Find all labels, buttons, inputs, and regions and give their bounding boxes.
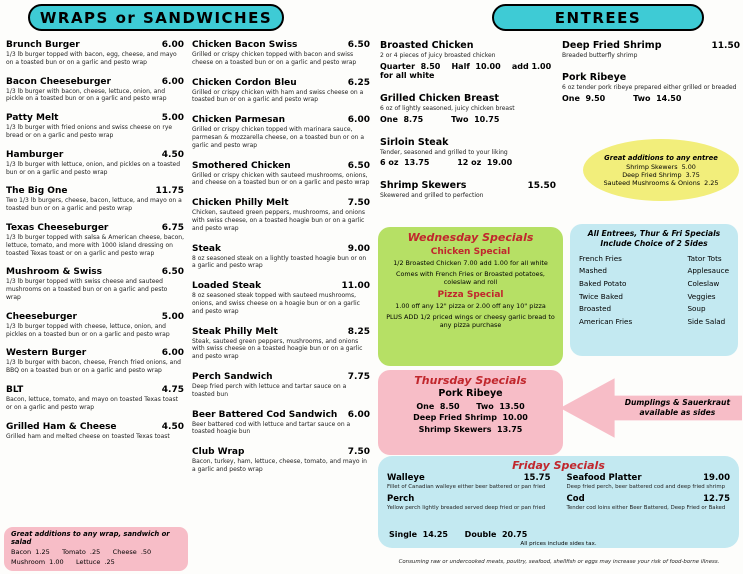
sides-box-title: All Entrees, Thur & Fri Specials Include Choice of 2 Sides [587,229,721,248]
item-price: 5.00 [161,311,184,322]
item-name: Brunch Burger [6,40,80,50]
item-price: 11.00 [341,281,370,292]
item-price: 11.50 [711,41,740,51]
item-header-row [6,40,184,50]
wrap-addition-line: Mushroom 1.00 Lettuce .25 [11,557,115,566]
item-description: Bacon, turkey, ham, lettuce, cheese, tomato, and mayo in a garlic and pesto wrap [192,458,367,473]
special-line: One 8.50 Two 13.50 [416,401,525,411]
item-name: Cod [566,493,585,504]
item-name: Chicken Cordon Bleu [192,77,297,88]
menu-item [562,72,740,103]
item-header-row [192,40,370,50]
menu-item [567,494,731,512]
item-name: Sirloin Steak [380,136,449,148]
entrees-header-title: ENTREES [554,8,642,27]
item-price: 5.00 [161,113,184,124]
item-price: 15.50 [527,181,556,192]
special-line: PLUS ADD 1/2 priced wings or cheesy garlic bread to any pizza purchase [386,312,555,330]
wraps-header-title: WRAPS or SANDWICHES [39,8,273,27]
item-price: 12.75 [703,493,730,504]
menu-item [387,473,551,491]
item-name: Cheeseburger [6,311,77,322]
item-name: Steak Philly Melt [192,326,278,337]
wrap-additions-lines [11,548,181,566]
menu-item [567,473,731,491]
item-header-row [380,40,556,51]
item-price: 7.75 [347,371,370,382]
item-name: Walleye [387,473,425,483]
item-description: 1/3 lb burger topped with bacon, egg, cheese, and mayo on a toasted bun or on a garlic and pesto wrap [6,51,177,66]
menu-item [6,40,184,67]
item-name: Texas Cheeseburger [6,222,109,233]
chicken-special-title: Chicken Special [430,247,511,257]
item-header-row [387,473,551,483]
item-name: Chicken Bacon Swiss [192,40,298,50]
item-header-row [380,93,556,104]
entrees-column-2 [562,40,740,103]
menu-item [192,244,370,271]
sides-column-1 [579,254,632,326]
side-option: Applesauce [687,266,729,276]
item-name: Smothered Chicken [192,160,291,171]
side-option: Broasted [579,304,612,314]
item-name: Steak [192,243,221,254]
menu-item [6,150,184,177]
side-option: Coleslaw [687,278,720,288]
wraps-column-2 [192,40,370,474]
side-option: Veggies [687,291,716,301]
menu-item [6,77,184,104]
thursday-lines [384,402,557,434]
item-description: Grilled or crispy chicken topped with marinara sauce, parmesan & mozzarella cheese, on a toasted bun or on a garlic and pesto wrap [192,126,365,149]
menu-item [6,348,184,375]
thursday-specials-box [378,370,563,455]
entree-additions-lines [604,163,719,187]
item-header-row [6,223,184,233]
side-option: Twice Baked [579,291,623,301]
menu-item [380,137,556,168]
menu-item [192,281,370,315]
item-description: Two 1/3 lb burgers, cheese, bacon, lettuce, and mayo on a toasted bun or on a garlic and pesto wrap [6,197,182,213]
pizza-special-title: Pizza Special [437,289,504,300]
thursday-title: Thursday Specials [414,374,527,387]
menu-item [6,223,184,257]
item-price: 7.50 [347,447,370,458]
item-name: Bacon Cheeseburger [6,76,111,87]
item-description: Grilled or crispy chicken with ham and swiss cheese on a toasted bun or on a garlic and pesto wrap [192,88,364,104]
item-header-row [562,72,740,83]
item-name: Perch [387,493,415,504]
side-option: Tator Tots [687,253,722,263]
item-description: Grilled or crispy chicken with sauteed mushrooms, onions, and cheese on a toasted bun or on a garlic and pesto wrap [192,171,370,187]
item-price: 6.00 [161,348,184,359]
special-line: Deep Fried Shrimp 10.00 [413,413,528,422]
item-header-row [567,473,731,483]
menu-item [6,385,184,412]
item-description: Breaded butterfly shrimp [562,52,638,59]
item-description: 1/3 lb burger topped with salsa & American cheese, bacon, lettuce, tomato, and more with 1000 island dressing on toasted Texas toast or on a garlic and pesto wrap [6,233,184,257]
item-name: Hamburger [6,149,64,160]
item-price: 6.00 [161,76,184,87]
item-description: Yellow perch lightly breaded served deep fried or pan fried [387,504,546,511]
item-price: 6.00 [347,115,370,126]
menu-item [192,115,370,149]
menu-item [6,312,184,339]
item-header-row [192,281,370,291]
side-option: Side Salad [687,316,726,326]
item-price-line: One 9.50 Two 14.50 [562,93,682,103]
menu-item [380,180,556,200]
item-header-row [6,77,184,87]
side-option: American Fries [579,316,633,326]
special-line: 1.00 off any 12" pizza or 2.00 off any 10" pizza [395,301,546,310]
item-description: 1/3 lb burger with bacon, cheese, French fried onions, and BBQ on a toasted bun or on a garlic and pesto wrap [6,359,181,375]
item-price-line: 6 oz 13.75 12 oz 19.00 [380,158,513,168]
item-header-row [192,372,370,382]
chicken-special-lines [385,259,556,287]
item-description: Deep fried perch, beer battered cod and deep fried shrimp [566,484,726,490]
sides-choices-box [570,224,738,356]
sides-column-2 [687,254,729,326]
item-header-row [6,186,184,196]
item-description: 1/3 lb burger topped with swiss cheese and sauteed mushrooms on a toasted bun or on a garlic and pesto wrap [6,278,168,301]
item-header-row [6,422,184,432]
menu-item [6,186,184,213]
item-price: 7.50 [347,198,370,209]
item-header-row [192,244,370,254]
friday-items [387,473,730,512]
entree-addition-line: Sauteed Mushrooms & Onions 2.25 [603,178,719,187]
side-option: Soup [687,304,706,314]
side-option: Baked Potato [579,278,627,288]
item-price: 4.75 [161,384,184,395]
item-description: Steak, sauteed green peppers, mushrooms, and onions with swiss cheese on a toasted hoagie bun or on a garlic and pesto wrap [192,337,363,361]
item-description: Bacon, lettuce, tomato, and mayo on toasted Texas toast or on a garlic and pesto wrap [6,395,178,411]
item-header-row [562,40,740,51]
special-line: Comes with French Fries or Broasted potatoes, coleslaw and roll [396,269,545,287]
item-name: Chicken Parmesan [192,115,286,126]
item-header-row [6,385,184,395]
item-description: Fillet of Canadian walleye either beer battered or pan fried [387,484,546,490]
menu-item [192,161,370,188]
item-header-row [6,150,184,160]
menu-item [6,113,184,140]
item-name: Club Wrap [192,447,245,458]
item-description: Skewered and grilled to perfection [380,192,484,200]
item-price: 6.00 [161,40,184,50]
friday-price-line: Single 14.25 Double 20.75 [389,530,528,539]
wraps-column-1 [6,40,184,440]
item-description: 1/3 lb burger topped with cheese, lettuce, onion, and pickles on a toasted bun or on a garlic and pesto wrap [6,322,170,338]
item-price: 11.75 [155,186,184,197]
item-price: 4.50 [161,149,184,160]
menu-item [192,410,370,437]
item-name: Beer Battered Cod Sandwich [192,409,338,420]
item-description: 6 oz of lightly seasoned, juicy chicken breast [380,104,515,112]
item-price-line: Quarter 8.50 Half 10.00 add 1.00 for all white [380,61,554,80]
wrap-additions-box [4,527,188,571]
menu-item [380,93,556,124]
item-price: 4.50 [161,421,184,432]
entrees-header [492,4,704,31]
friday-specials-box [378,456,739,548]
item-name: Mushroom & Swiss [6,267,103,278]
menu-item [562,40,740,60]
menu-item [387,494,551,512]
item-description: 1/3 lb burger with bacon, cheese, lettuce, onion, and pickle on a toasted bun or on a garlic and pesto wrap [6,87,167,103]
item-name: The Big One [6,186,68,197]
item-name: Loaded Steak [192,281,262,292]
item-header-row [6,267,184,277]
item-price-line: One 8.75 Two 10.75 [380,114,500,124]
wrap-addition-line: Bacon 1.25 Tomato .25 Cheese .50 [11,548,152,557]
item-header-row [380,137,556,148]
item-header-row [567,494,731,504]
special-line: Shrimp Skewers 13.75 [418,424,523,434]
item-description: 8 oz seasoned steak on a lightly toasted hoagie bun or on a garlic and pesto wrap [192,254,367,270]
item-price: 15.75 [523,473,551,483]
entrees-column-1 [380,40,556,200]
item-description: 1/3 lb burger with fried onions and swiss cheese on rye bread or on a garlic and pesto wrap [6,124,173,139]
item-description: 1/3 lb burger with lettuce, onion, and pickles on a toasted bun or on a garlic and pesto wrap [6,160,181,176]
item-name: Seafood Platter [566,473,642,483]
menu-item [380,40,556,80]
pizza-special-lines [385,302,556,330]
item-price: 6.75 [161,222,184,233]
item-description: Tender cod loins either Beer Battered, Deep Fried or Baked [566,504,726,511]
side-option: Mashed [579,266,607,276]
item-name: Patty Melt [6,113,59,124]
item-header-row [6,348,184,358]
item-name: Chicken Philly Melt [192,198,289,209]
item-description: Tender, seasoned and grilled to your liking [380,148,508,156]
menu-item [192,447,370,474]
item-description: Deep fried perch with lettuce and tartar sauce on a toasted bun [192,382,347,398]
menu-item [192,372,370,399]
item-price: 6.25 [347,77,370,88]
friday-title: Friday Specials [512,459,605,472]
item-header-row [192,410,370,420]
disclaimer-text: Consuming raw or undercooked meats, poultry, seafood, shellfish or eggs may increase your risk of food-borne illness. [398,559,720,565]
item-description: 2 or 4 pieces of juicy broasted chicken [380,52,496,59]
item-description: Grilled ham and melted cheese on toasted Texas toast [6,432,170,440]
item-description: Beer battered cod with lettuce and tartar sauce on a toasted hoagie bun [192,420,351,436]
entree-addition-line: Shrimp Skewers 5.00 [626,162,696,171]
menu-item [192,198,370,232]
menu-item [192,40,370,67]
item-price: 6.50 [347,40,370,50]
item-header-row [192,115,370,125]
item-name: Western Burger [6,348,87,359]
item-header-row [6,113,184,123]
item-name: Grilled Ham & Cheese [6,421,117,432]
item-name: Deep Fried Shrimp [562,40,662,51]
arrow-note: Dumplings & Sauerkraut available as sides [624,398,731,417]
wrap-additions-title: Great additions to any wrap, sandwich or salad [11,530,170,547]
item-header-row [6,312,184,322]
item-name: BLT [6,384,24,395]
item-price: 6.50 [161,267,184,278]
item-name: Pork Ribeye [562,71,627,83]
item-price: 6.50 [347,160,370,171]
item-description: 8 oz seasoned steak topped with sauteed mushrooms, onions, and swiss cheese on a hoagie bun or on a garlic and pesto wrap [192,292,360,315]
menu-item [6,267,184,301]
item-description: Grilled or crispy chicken topped with bacon and swiss cheese on a toasted bun or on a garlic and pesto wrap [192,51,357,66]
item-header-row [192,161,370,171]
item-header-row [192,78,370,88]
special-line: 1/2 Broasted Chicken 7.00 add 1.00 for all white [393,259,548,267]
wraps-header [28,4,284,31]
entree-additions-oval [583,139,739,201]
item-name: Perch Sandwich [192,371,273,382]
item-header-row [192,327,370,337]
item-price: 19.00 [703,473,730,483]
item-name: Broasted Chicken [380,40,474,51]
menu-item [192,327,370,361]
item-description: Chicken, sauteed green peppers, mushrooms, and onions with swiss cheese, on a toasted hoagie bun or on a garlic and pesto wrap [192,209,366,232]
item-price: 9.00 [347,243,370,254]
friday-note: All prices include sides tax. [520,541,597,547]
menu-item [192,78,370,105]
entree-addition-line: Deep Fried Shrimp 3.75 [622,170,700,179]
item-name: Grilled Chicken Breast [380,92,499,104]
wednesday-title: Wednesday Specials [407,231,534,244]
side-option: French Fries [579,253,622,263]
entree-additions-title: Great additions to any entree [604,153,718,162]
thursday-subtitle: Pork Ribeye [438,388,503,399]
item-header-row [387,494,551,504]
sides-columns [579,254,729,326]
item-price: 8.25 [347,326,370,337]
menu-item [6,422,184,441]
wednesday-specials-box [378,227,563,366]
item-price: 6.00 [347,409,370,420]
item-header-row [192,447,370,457]
sides-arrow-callout [560,377,742,439]
item-description: 6 oz tender pork ribeye prepared either grilled or breaded [562,83,737,91]
item-header-row [192,198,370,208]
item-name: Shrimp Skewers [380,180,467,192]
item-header-row [380,180,556,191]
